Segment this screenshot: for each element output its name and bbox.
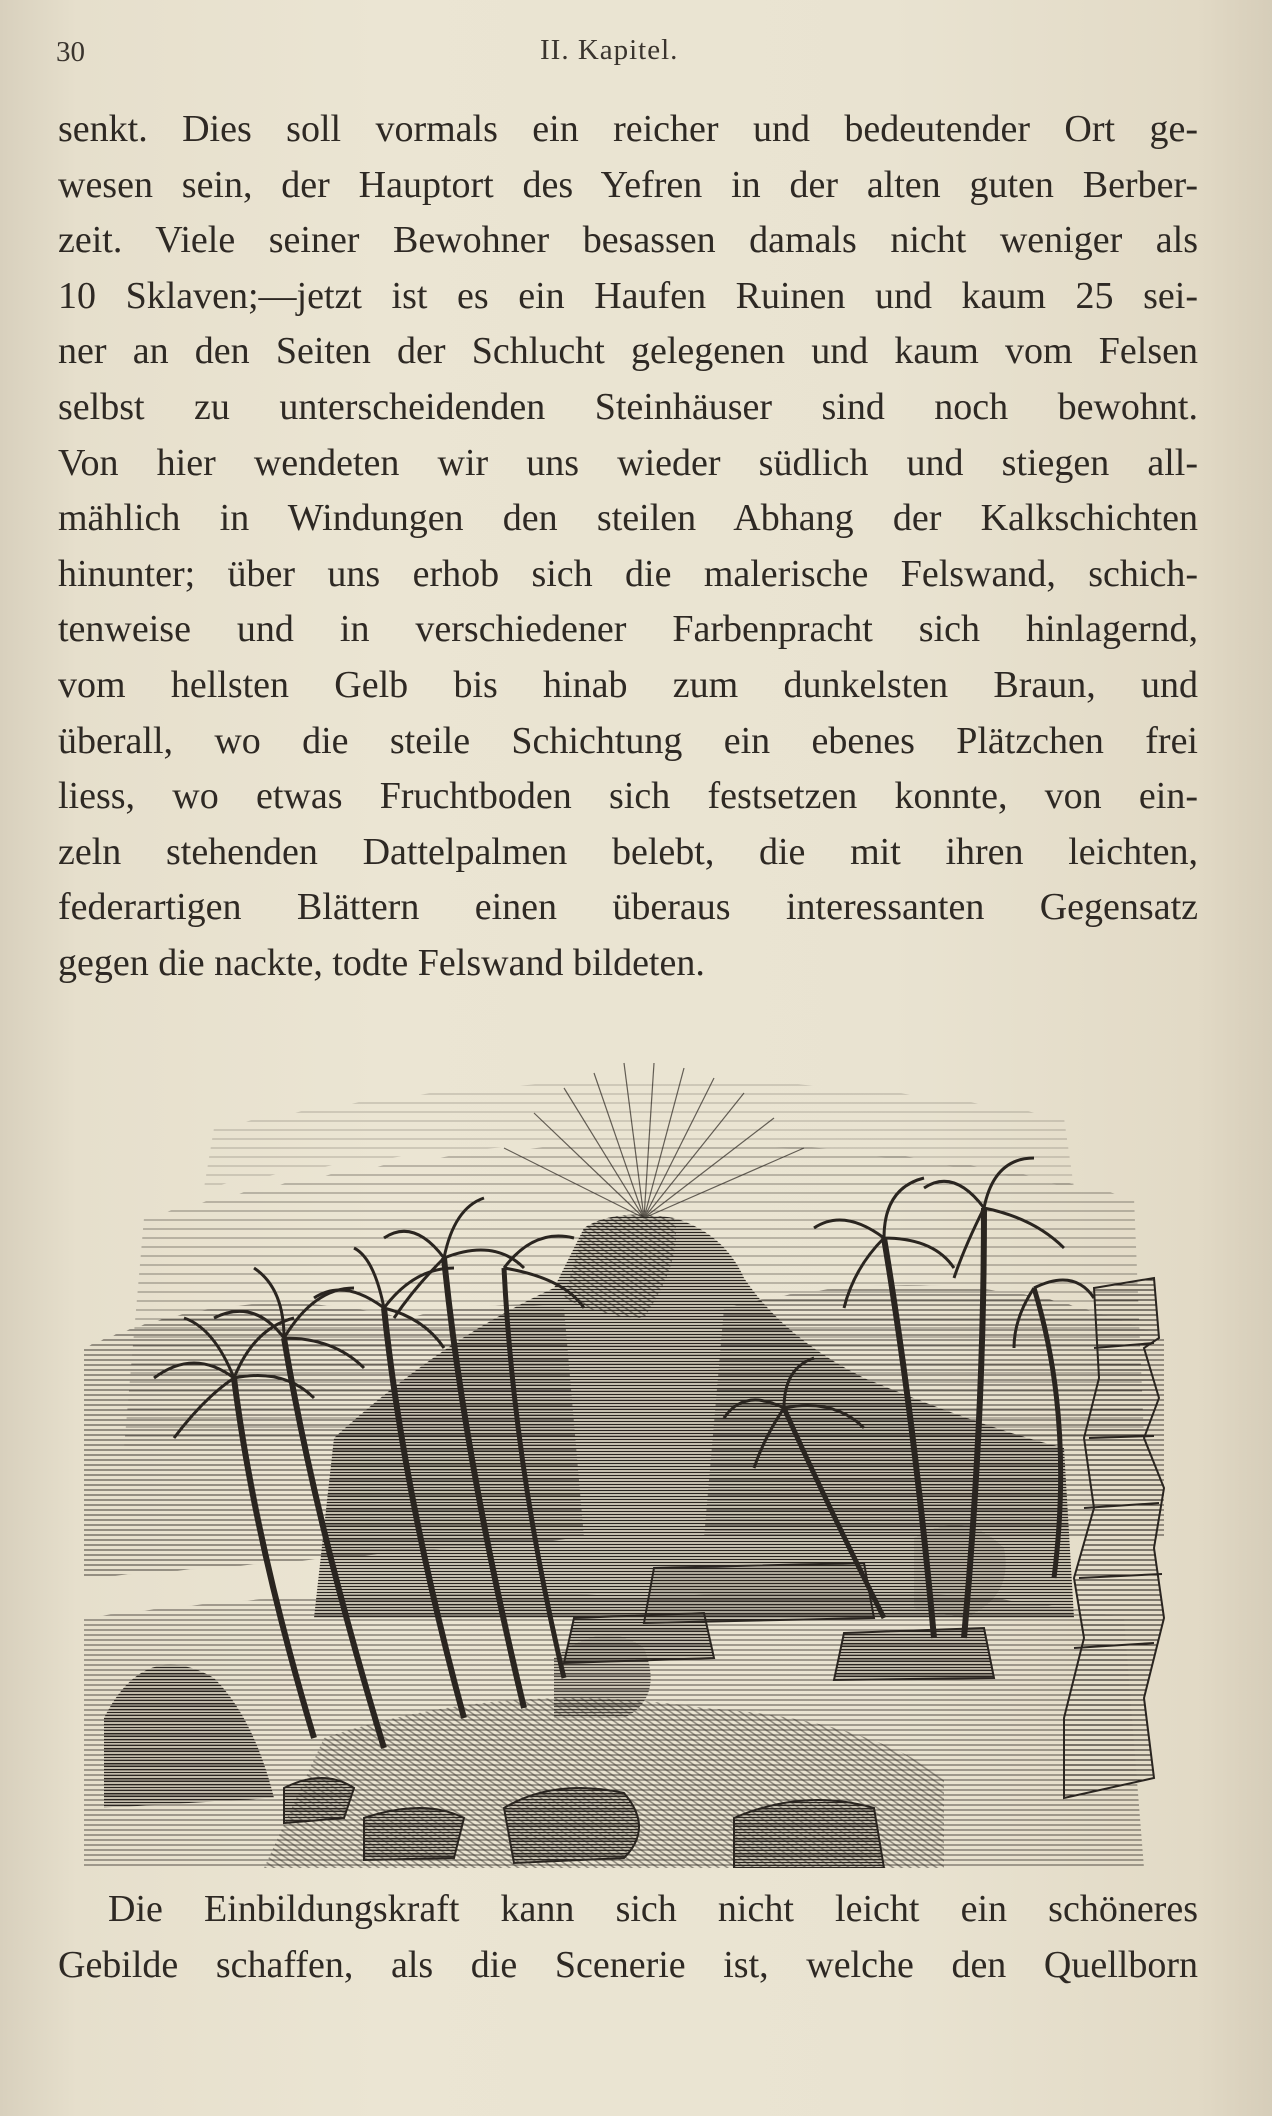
- text-line: Von hier wendeten wir uns wieder südlich und stiegen all-: [58, 441, 1198, 484]
- text-line: senkt. Dies soll vormals ein reicher und bedeutender Ort ge-: [58, 108, 1198, 150]
- text-line: vom hellsten Gelb bis hinab zum dunkelsten Braun, und: [58, 663, 1198, 706]
- text-line: tenweise und in verschiedener Farbenpracht sich hinlagernd,: [58, 608, 1198, 651]
- paragraph-1: [58, 102, 1198, 992]
- text-line: Gebilde schaffen, als die Scenerie ist, welche den Quellborn: [58, 1943, 1198, 1986]
- text-line: selbst zu unterscheidenden Steinhäuser sind noch bewohnt.: [58, 385, 1198, 428]
- text-line: überall, wo die steile Schichtung ein ebenes Plätzchen frei: [58, 719, 1198, 762]
- running-head: II. Kapitel.: [540, 34, 679, 66]
- text-line: zeln stehenden Dattelpalmen belebt, die mit ihren leichten,: [58, 830, 1198, 873]
- text-line: wesen sein, der Hauptort des Yefren in der alten guten Berber-: [58, 163, 1198, 206]
- text-line: hinunter; über uns erhob sich die malerische Felswand, schich-: [58, 552, 1198, 595]
- page-header: [0, 26, 1272, 76]
- text-line: federartigen Blättern einen überaus interessanten Gegensatz: [58, 886, 1198, 929]
- text-line: zeit. Viele seiner Bewohner besassen damals nicht weniger als: [58, 219, 1198, 262]
- engraving-illustration: [84, 1018, 1194, 1868]
- page-number: 30: [56, 36, 85, 68]
- paragraph-2: [58, 1882, 1198, 1993]
- text-line: mählich in Windungen den steilen Abhang der Kalkschichten: [58, 497, 1198, 540]
- text-line: ner an den Seiten der Schlucht gelegenen und kaum vom Felsen: [58, 330, 1198, 373]
- palm-oasis-engraving: [84, 1018, 1194, 1868]
- text-line: gegen die nackte, todte Felswand bildeten.: [58, 941, 705, 984]
- text-line: 10 Sklaven;—jetzt ist es ein Haufen Ruinen und kaum 25 sei-: [58, 274, 1198, 317]
- text-line: liess, wo etwas Fruchtboden sich festsetzen konnte, von ein-: [58, 775, 1198, 818]
- text-line: Die Einbildungskraft kann sich nicht leicht ein schöneres: [108, 1888, 1198, 1930]
